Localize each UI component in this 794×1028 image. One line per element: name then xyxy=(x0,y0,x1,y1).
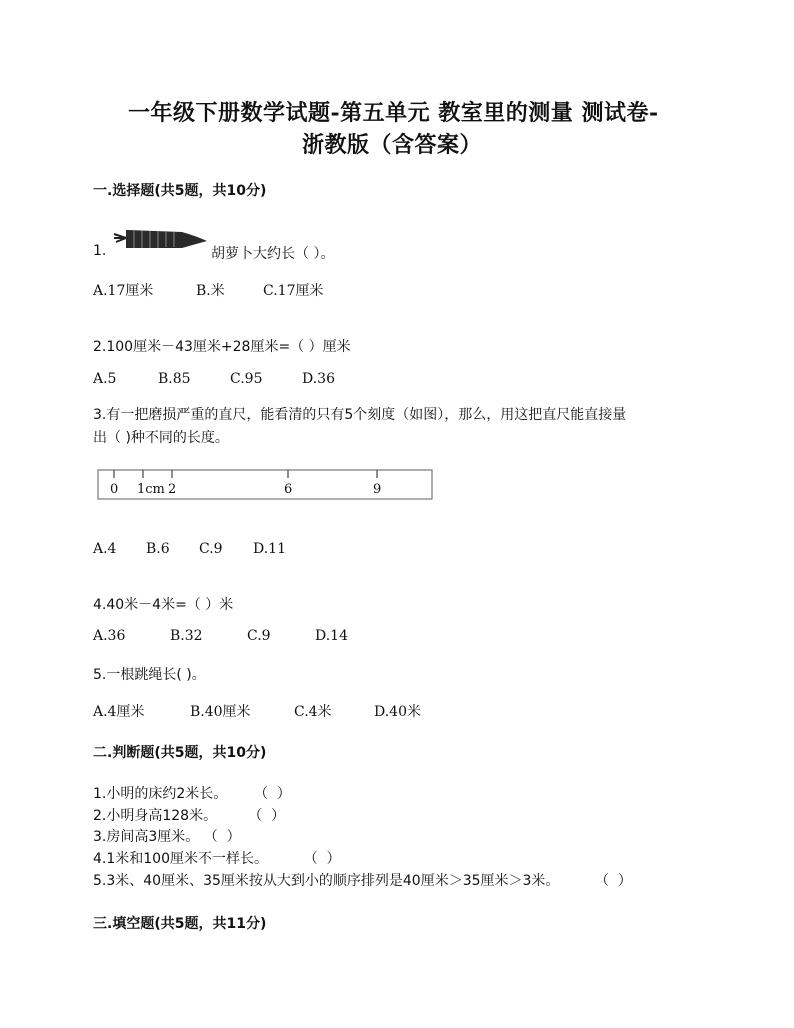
ruler-label-9: 9 xyxy=(373,482,382,497)
q4-option-c: C.9 xyxy=(247,628,271,644)
q1-option-a: A.17厘米 xyxy=(93,283,154,299)
q2-options xyxy=(93,371,335,387)
judge-item-5: 5.3米、40厘米、35厘米按从大到小的顺序排列是40厘米＞35厘米＞3米。 （ ） xyxy=(93,873,632,889)
q5-text: 5.一根跳绳长( )。 xyxy=(93,667,206,683)
q3-text-line-1: 3.有一把磨损严重的直尺，能看清的只有5个刻度（如图），那么，用这把直尺能直接量 xyxy=(93,407,627,423)
q2-text: 2.100厘米－43厘米+28厘米=（ ）厘米 xyxy=(93,339,351,355)
q2-option-a: A.5 xyxy=(93,371,117,387)
ruler-label-1cm: 1cm xyxy=(137,482,165,497)
q1-option-b: B.米 xyxy=(196,283,225,299)
judge-item-2: 2.小明身高128米。 （ ） xyxy=(93,808,286,824)
q4-option-d: D.14 xyxy=(315,628,348,644)
ruler-label-0: 0 xyxy=(110,482,119,497)
ruler-label-6: 6 xyxy=(284,482,293,497)
q3-option-d: D.11 xyxy=(253,541,286,557)
q4-option-a: A.36 xyxy=(93,628,126,644)
section-heading-judge: 二.判断题(共5题，共10分) xyxy=(93,745,267,761)
section-heading-fill: 三.填空题(共5题，共11分) xyxy=(93,916,267,932)
q1-text: 胡萝卜大约长（ ）。 xyxy=(211,246,335,262)
q2-option-c: C.95 xyxy=(230,371,263,387)
q5-option-a: A.4厘米 xyxy=(93,704,145,720)
judge-item-4: 4.1米和100厘米不一样长。 （ ） xyxy=(93,851,341,867)
title-line-1: 一年级下册数学试题-第五单元 教室里的测量 测试卷- xyxy=(128,100,659,126)
q3-option-c: C.9 xyxy=(199,541,223,557)
q1-options xyxy=(93,280,323,300)
q2-option-d: D.36 xyxy=(302,371,335,387)
q4-options xyxy=(93,628,348,644)
q3-option-b: B.6 xyxy=(146,541,170,557)
q3-option-a: A.4 xyxy=(93,541,117,557)
q3-options xyxy=(93,541,286,557)
ruler-figure xyxy=(97,469,433,500)
q5-option-d: D.40米 xyxy=(374,704,421,720)
q5-options xyxy=(93,701,421,721)
q4-option-b: B.32 xyxy=(170,628,203,644)
carrot-image xyxy=(112,226,208,252)
judge-item-1: 1.小明的床约2米长。 （ ） xyxy=(93,786,291,802)
q5-option-b: B.40厘米 xyxy=(190,704,251,720)
section-heading-choice: 一.选择题(共5题，共10分) xyxy=(93,183,267,199)
q1-number: 1. xyxy=(93,243,107,259)
q3-text-line-2: 出（ )种不同的长度。 xyxy=(93,430,229,446)
q1-option-c: C.17厘米 xyxy=(263,283,324,299)
title-line-2: 浙教版（含答案） xyxy=(302,132,483,158)
q2-option-b: B.85 xyxy=(158,371,191,387)
q4-text: 4.40米－4米=（ ）米 xyxy=(93,597,234,613)
q5-option-c: C.4米 xyxy=(294,704,332,720)
judge-item-3: 3.房间高3厘米。 （ ） xyxy=(93,829,241,845)
ruler-label-2: 2 xyxy=(168,482,177,497)
